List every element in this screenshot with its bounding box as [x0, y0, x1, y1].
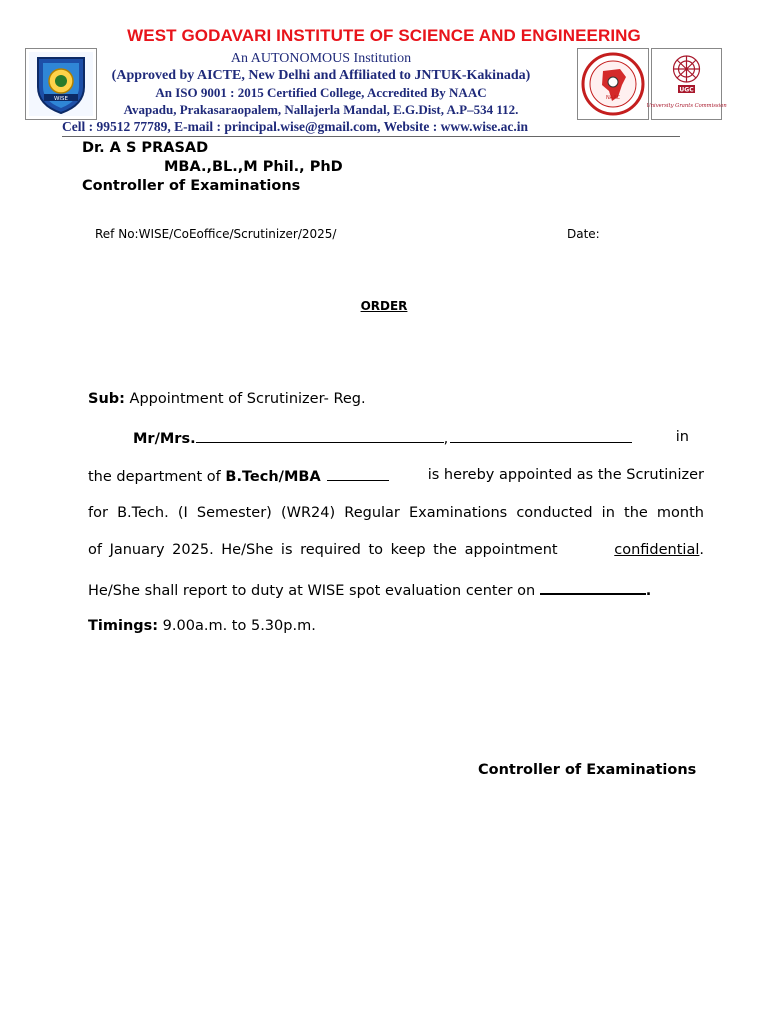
address-line: Avapadu, Prakasaraopalem, Nallajerla Mandal, E.G.Dist, A.P–534 112.: [123, 102, 519, 117]
timings-label: Timings:: [88, 618, 159, 634]
signatory-designation: Controller of Examinations: [82, 178, 301, 194]
timings-value: 9.00a.m. to 5.30p.m.: [158, 618, 316, 634]
naac-logo: [577, 48, 649, 120]
appointee-line: Mr/Mrs. , in: [133, 429, 689, 447]
svg-text:WISE: WISE: [53, 96, 69, 102]
svg-text:UGC: UGC: [679, 86, 694, 94]
signatory-block: [82, 139, 343, 196]
approval-line: (Approved by AICTE, New Delhi and Affiliated to JNTUK-Kakinada): [111, 68, 531, 83]
date-label: Date:: [567, 227, 600, 241]
subject-line: [88, 391, 704, 407]
reference-number: Ref No:WISE/CoEoffice/Scrutinizer/2025/: [95, 227, 337, 241]
institute-name: WEST GODAVARI INSTITUTE OF SCIENCE AND ENGINEERING: [127, 26, 641, 45]
order-title: ORDER: [360, 299, 408, 313]
in-word: in: [675, 429, 689, 445]
department-blank: [327, 467, 389, 481]
salutation: Mr/Mrs.: [133, 431, 196, 447]
contact-line: Cell : 99512 77789, E-mail : principal.wise@gmail.com, Website : www.wise.ac.in: [62, 119, 529, 134]
name-blank: [196, 429, 444, 443]
svg-text:University Grants Commission: University Grants Commission: [646, 103, 727, 109]
subject-text: Appointment of Scrutinizer- Reg.: [124, 391, 366, 407]
paragraph-line-1: the department of B.Tech/MBA is hereby appointed as the Scrutinizer: [88, 467, 704, 485]
svg-text:NAAC: NAAC: [605, 95, 621, 101]
signature-designation: Controller of Examinations: [478, 762, 697, 778]
header-divider: [62, 136, 680, 137]
autonomous-line: An AUTONOMOUS Institution: [230, 51, 412, 66]
ugc-logo: [646, 48, 727, 120]
designation-blank: [450, 429, 632, 443]
report-date-blank: [540, 580, 646, 595]
signatory-degrees: MBA.,BL.,M Phil., PhD: [164, 159, 343, 175]
paragraph-line-3: of January 2025. He/She is required to keep the appointment confidential.: [88, 542, 704, 558]
confidential-word: confidential: [614, 542, 700, 558]
paragraph-line-2: for B.Tech. (I Semester) (WR24) Regular Examinations conducted in the month: [88, 505, 704, 521]
paragraph-line-4: He/She shall report to duty at WISE spot evaluation center on .: [88, 580, 704, 599]
letterhead-details: [100, 50, 542, 118]
institute-logo: [25, 48, 97, 120]
signatory-name: Dr. A S PRASAD: [82, 140, 209, 156]
timings-line: [88, 618, 704, 634]
subject-label: Sub:: [88, 391, 125, 407]
iso-line: An ISO 9001 : 2015 Certified College, Accredited By NAAC: [155, 85, 487, 100]
